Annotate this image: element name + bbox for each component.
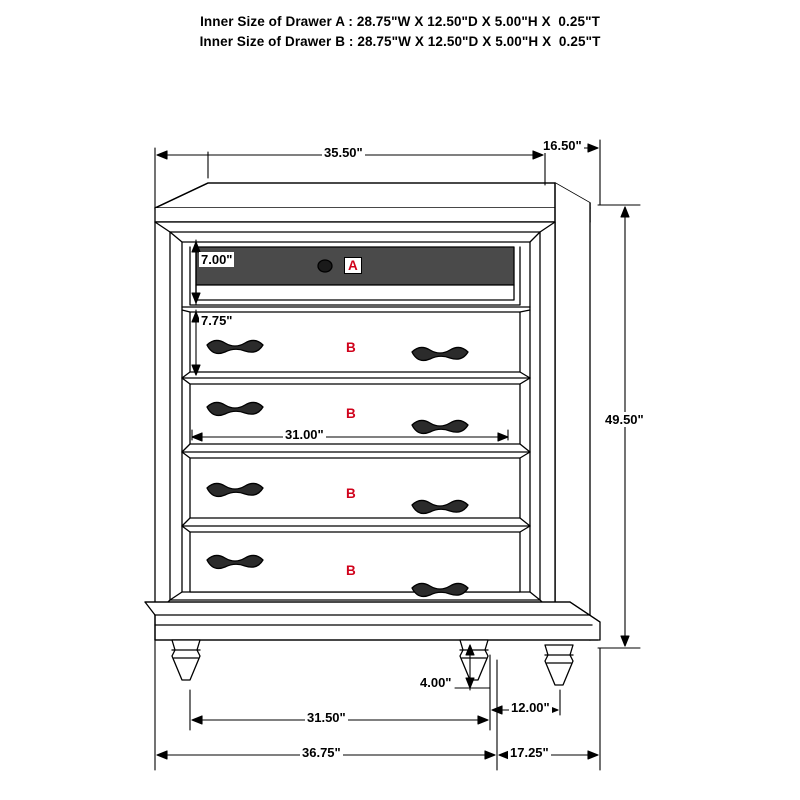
dim-overall-width: 36.75": [302, 745, 341, 760]
dim-top-width: 35.50": [324, 145, 363, 160]
dim-overall-depth: 17.25": [510, 745, 549, 760]
dim-base-width: 31.50": [307, 710, 346, 725]
dim-top-depth: 16.50": [543, 138, 582, 153]
dim-total-height: 49.50": [605, 412, 644, 427]
header-line-2: Inner Size of Drawer B : 28.75"W X 12.50"D X 5.00"H X 0.25"T: [199, 34, 601, 49]
dim-drawer-inner-width: 31.00": [285, 427, 324, 442]
drawer-label-b3: B: [343, 486, 359, 501]
drawer-label-b4: B: [343, 563, 359, 578]
drawer-label-b1: B: [343, 340, 359, 355]
header-line-1: Inner Size of Drawer A : 28.75"W X 12.50"D X 5.00"H X 0.25"T: [200, 14, 600, 29]
dim-leg-height: 4.00": [420, 675, 452, 690]
drawer-label-a: A: [344, 257, 362, 274]
dim-drawer-a-height: 7.00": [201, 252, 233, 267]
drawer-label-b2: B: [343, 406, 359, 421]
dim-base-depth-small: 12.00": [511, 700, 550, 715]
dim-drawer-b-height: 7.75": [201, 313, 233, 328]
